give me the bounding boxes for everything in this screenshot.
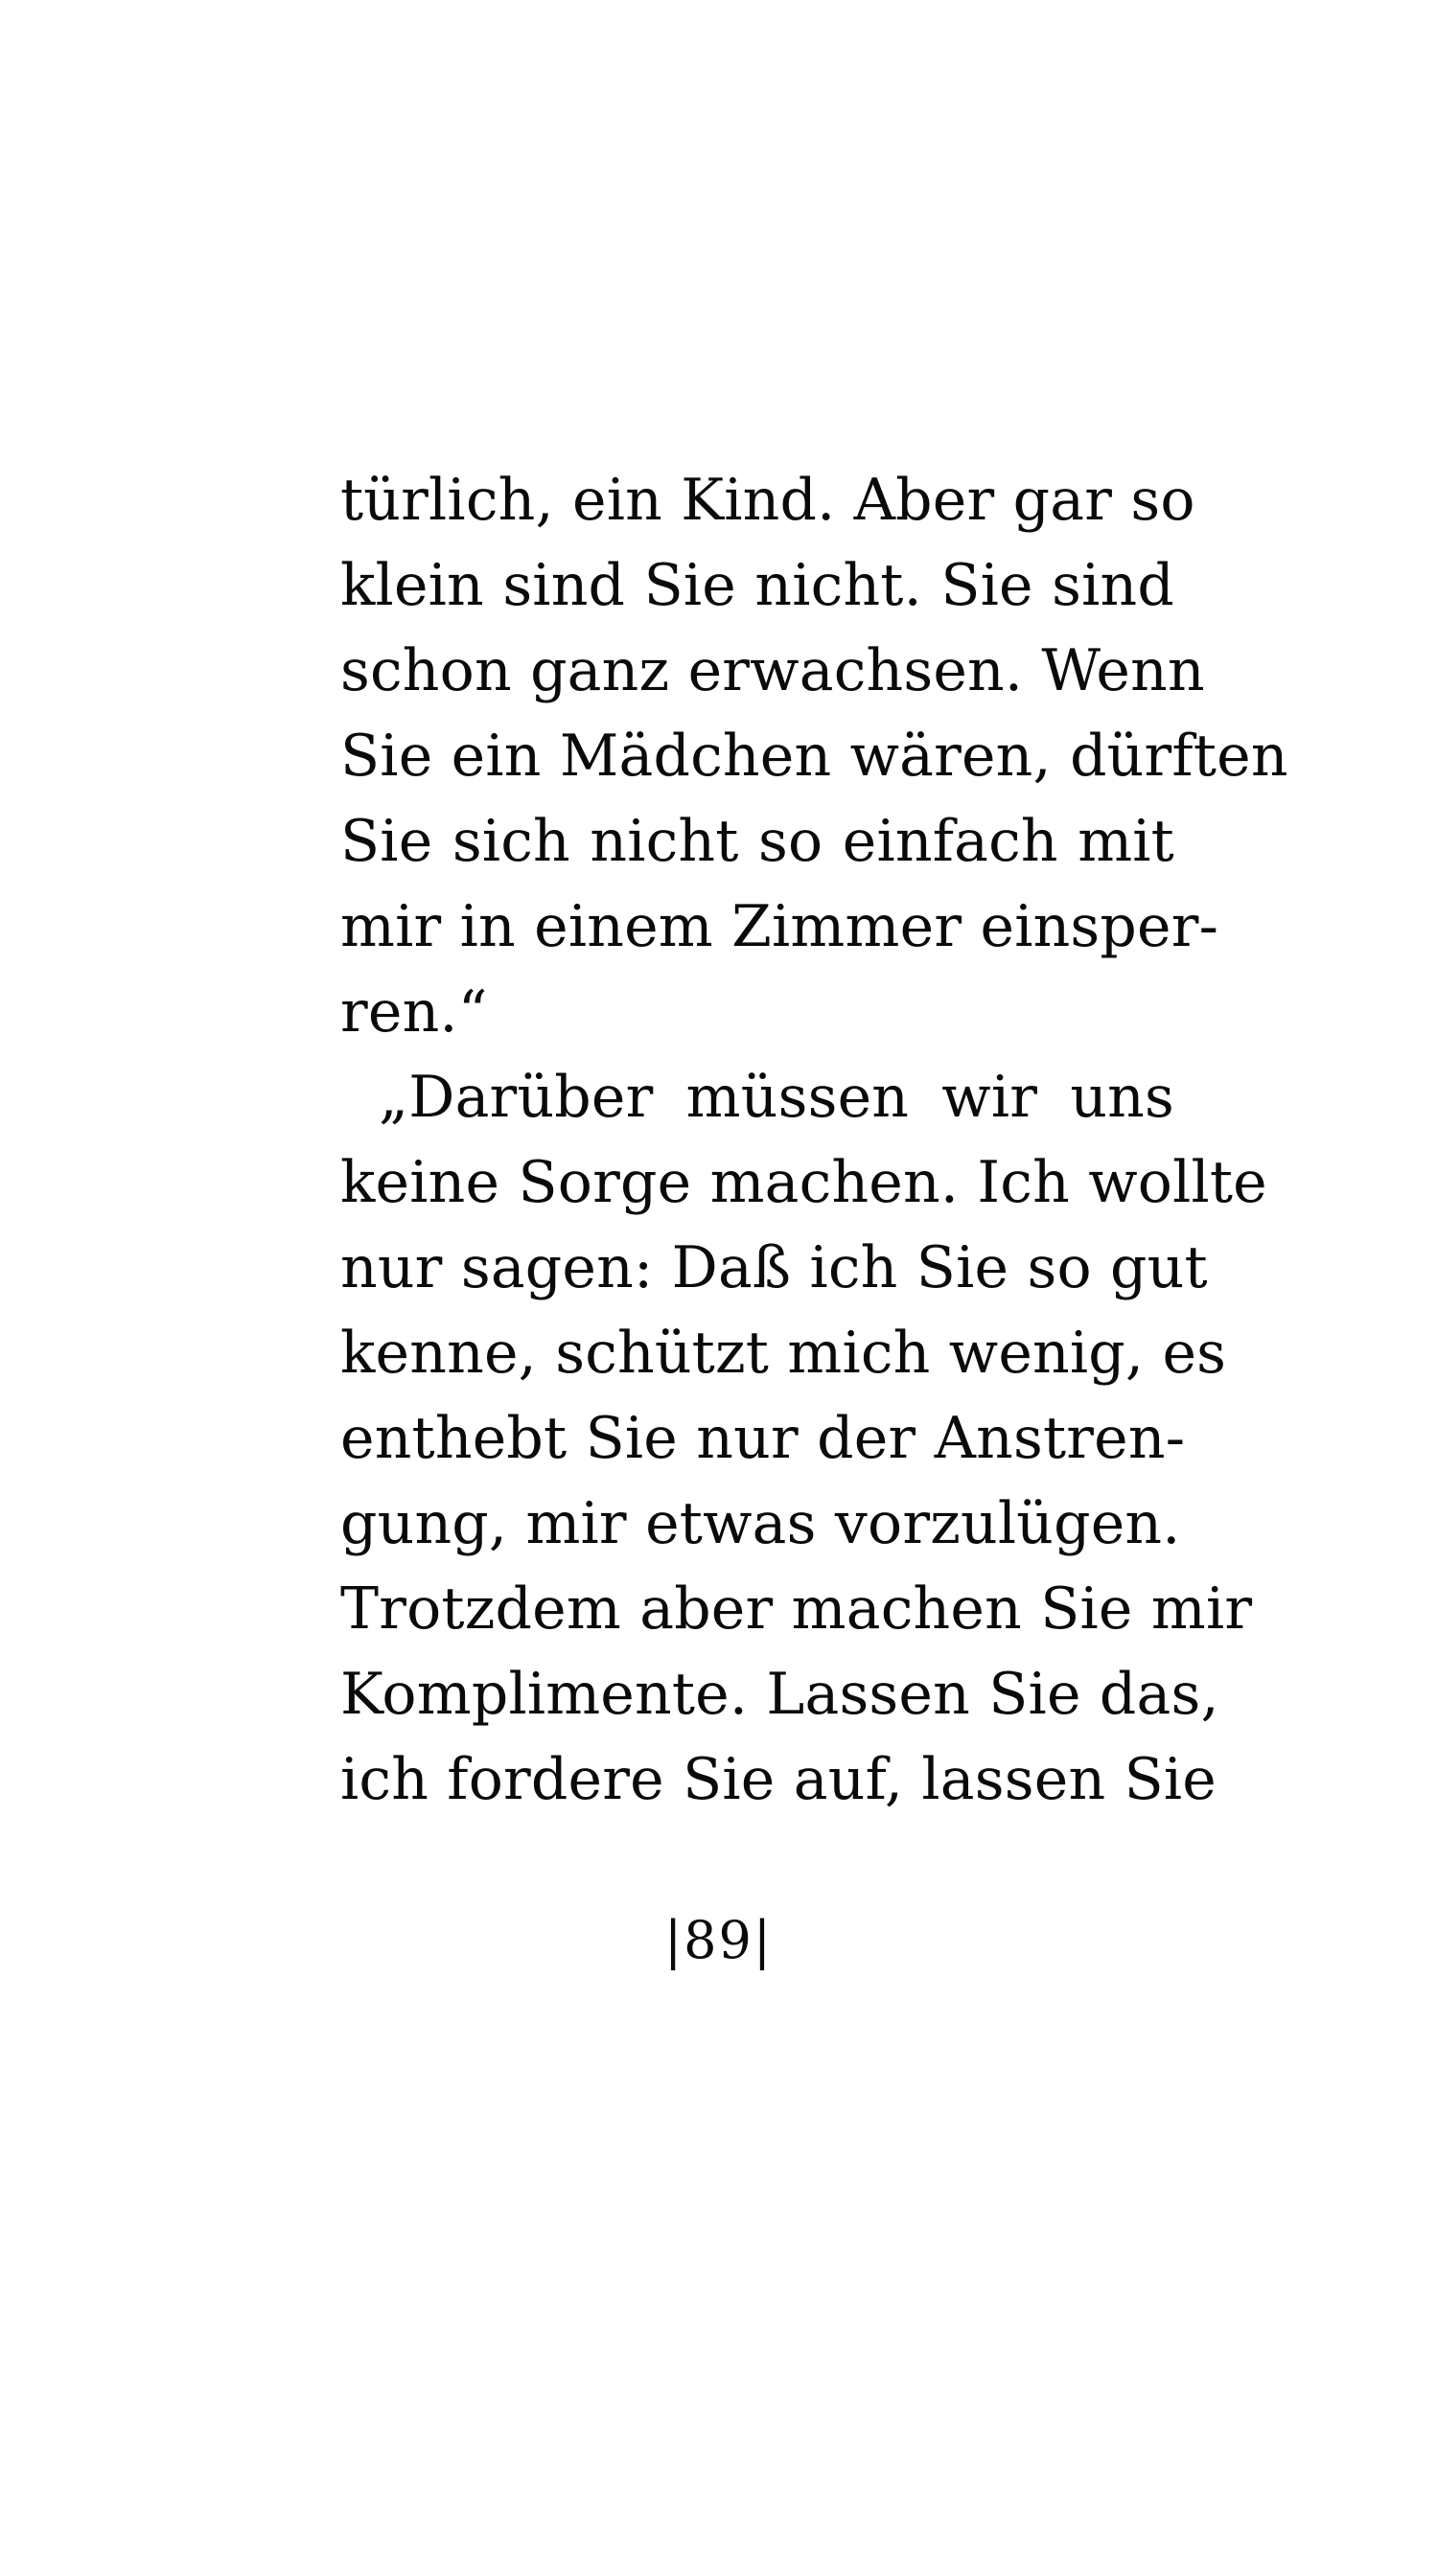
text-line: nur sagen: Daß ich Sie so gut	[340, 1234, 1208, 1301]
text-line: „Darüber müssen wir uns	[379, 1064, 1174, 1131]
text-line: ren.“	[340, 978, 488, 1046]
text-line: schon ganz erwachsen. Wenn	[340, 637, 1205, 704]
text-line: gung, mir etwas vorzulügen.	[340, 1490, 1181, 1557]
paragraph-1	[340, 458, 1288, 1055]
body-text	[340, 458, 1288, 1823]
text-line: keine Sorge machen. Ich wollte	[340, 1149, 1267, 1216]
text-line: Trotzdem aber machen Sie mir	[340, 1576, 1253, 1643]
text-line: kenne, schützt mich wenig, es	[340, 1320, 1227, 1387]
paragraph-2	[340, 1055, 1267, 1823]
page-number: |89|	[663, 1910, 774, 1970]
text-line: enthebt Sie nur der Anstren-	[340, 1405, 1186, 1472]
text-line: Sie sich nicht so einfach mit	[340, 808, 1174, 875]
text-line: Komplimente. Lassen Sie das,	[340, 1661, 1219, 1728]
text-line: mir in einem Zimmer einsper-	[340, 893, 1219, 960]
text-line: Sie ein Mädchen wären, dürften	[340, 723, 1288, 790]
text-line: türlich, ein Kind. Aber gar so	[340, 467, 1195, 534]
text-line: ich fordere Sie auf, lassen Sie	[340, 1746, 1217, 1813]
text-line: klein sind Sie nicht. Sie sind	[340, 552, 1174, 619]
